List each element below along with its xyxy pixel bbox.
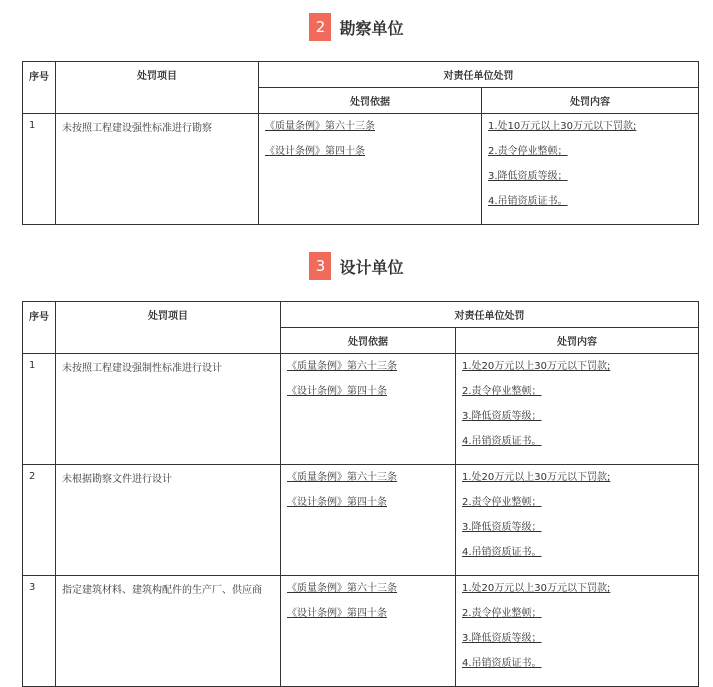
content-link[interactable]: 3.降低资质等级；: [488, 171, 568, 182]
content-link[interactable]: 2.责令停业整顿；: [462, 497, 542, 508]
basis-link[interactable]: 《设计条例》第四十条: [287, 386, 387, 397]
design-penalty-table: [22, 301, 699, 687]
survey-penalty-table: [22, 61, 699, 225]
content-link[interactable]: 4.吊销资质证书。: [488, 196, 568, 207]
header-content: 处罚内容: [456, 328, 699, 354]
row-item: 指定建筑材料、建筑构配件的生产厂、供应商: [56, 576, 281, 687]
row-seq: 1: [23, 354, 56, 465]
row-item: 未按照工程建设强制性标准进行设计: [56, 354, 281, 465]
content-link[interactable]: 1.处20万元以上30万元以下罚款;: [462, 361, 611, 372]
header-item: 处罚项目: [56, 302, 281, 354]
section-title: 设计单位: [339, 257, 404, 277]
content-link[interactable]: 3.降低资质等级；: [462, 411, 542, 422]
header-item: 处罚项目: [56, 62, 259, 114]
row-item: 未按照工程建设强性标准进行勘察: [56, 114, 259, 225]
content-link[interactable]: 2.责令停业整顿；: [462, 608, 542, 619]
content-link[interactable]: 4.吊销资质证书。: [462, 436, 542, 447]
content-link[interactable]: 3.降低资质等级；: [462, 522, 542, 533]
basis-link[interactable]: 《设计条例》第四十条: [265, 146, 365, 157]
header-basis: 处罚依据: [259, 88, 482, 114]
content-link[interactable]: 4.吊销资质证书。: [462, 547, 542, 558]
row-seq: 3: [23, 576, 56, 687]
table-row: [23, 465, 699, 576]
content-link[interactable]: 1.处20万元以上30万元以下罚款;: [462, 472, 611, 483]
row-basis: [281, 576, 456, 687]
basis-link[interactable]: 《质量条例》第六十三条: [287, 583, 397, 594]
table-row: [23, 354, 699, 465]
row-content: [456, 465, 699, 576]
header-seq: 序号: [23, 62, 56, 114]
row-seq: 1: [23, 114, 56, 225]
header-content: 处罚内容: [482, 88, 699, 114]
basis-link[interactable]: 《质量条例》第六十三条: [287, 472, 397, 483]
section-number-badge: 2: [309, 13, 331, 41]
basis-link[interactable]: 《设计条例》第四十条: [287, 497, 387, 508]
row-basis: [281, 354, 456, 465]
section-number-badge: 3: [309, 252, 331, 280]
row-seq: 2: [23, 465, 56, 576]
section-heading-survey: [0, 12, 713, 42]
row-basis: [259, 114, 482, 225]
content-link[interactable]: 1.处10万元以上30万元以下罚款;: [488, 121, 637, 132]
section-title: 勘察单位: [339, 18, 404, 38]
header-basis: 处罚依据: [281, 328, 456, 354]
content-link[interactable]: 4.吊销资质证书。: [462, 658, 542, 669]
basis-link[interactable]: 《设计条例》第四十条: [287, 608, 387, 619]
row-basis: [281, 465, 456, 576]
header-group: 对责任单位处罚: [281, 302, 699, 328]
table-row: [23, 114, 699, 225]
table-row: [23, 576, 699, 687]
content-link[interactable]: 1.处20万元以上30万元以下罚款;: [462, 583, 611, 594]
row-item: 未根据勘察文件进行设计: [56, 465, 281, 576]
row-content: [482, 114, 699, 225]
content-link[interactable]: 3.降低资质等级；: [462, 633, 542, 644]
basis-link[interactable]: 《质量条例》第六十三条: [287, 361, 397, 372]
basis-link[interactable]: 《质量条例》第六十三条: [265, 121, 375, 132]
header-group: 对责任单位处罚: [259, 62, 699, 88]
row-content: [456, 354, 699, 465]
section-heading-design: [0, 251, 713, 281]
row-content: [456, 576, 699, 687]
header-seq: 序号: [23, 302, 56, 354]
content-link[interactable]: 2.责令停业整顿；: [488, 146, 568, 157]
content-link[interactable]: 2.责令停业整顿；: [462, 386, 542, 397]
